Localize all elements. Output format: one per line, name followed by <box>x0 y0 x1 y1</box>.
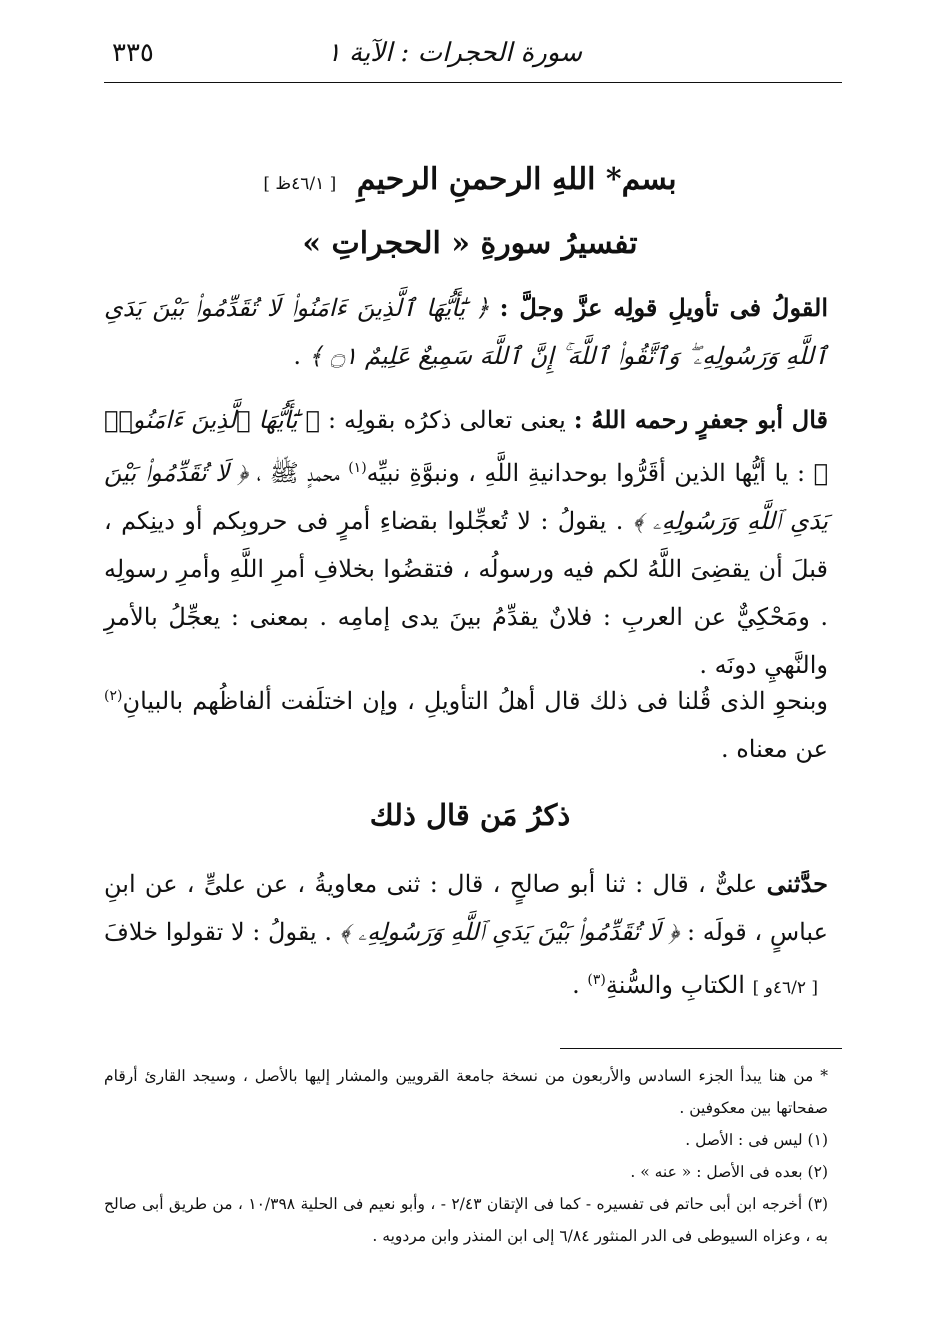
surah-title: تفسيرُ سورةِ « الحجراتِ » <box>302 226 638 261</box>
footnote-reference: (١) <box>348 460 367 476</box>
paragraph-lead: حدَّثنى <box>766 869 828 898</box>
paragraph-interpreters <box>104 672 828 773</box>
footnote-reference: (٣) <box>587 972 606 988</box>
paragraph-lead: قال أبو جعفرٍ رحمه اللهُ : <box>573 405 828 434</box>
paragraph-text: يعنى تعالى ذكرُه بقولِه : <box>319 406 574 434</box>
paragraph-lead: القولُ فى تأويلِ قولِه عزَّ وجلَّ : <box>499 293 828 322</box>
folio-marker: [ ٤٦/١ظ ] <box>263 174 337 194</box>
paragraph-text: عن معناه . <box>720 735 828 763</box>
basmala-line <box>0 162 940 197</box>
paragraph-text: وبنحوِ الذى قُلنا فى ذلك قال أهلُ التأويلِ ، وإن اختلَفت ألفاظُهم بالبيانِ <box>122 687 828 715</box>
paragraph-narration <box>104 860 828 1012</box>
footnote-item: (٢) بعده فى الأصل : « عنه » . <box>630 1163 828 1181</box>
paragraph-verse-heading <box>104 284 828 380</box>
footnote-item: (٣) أخرجه ابن أبى حاتم فى تفسيره - كما فى الإتقان ٢/٤٣ - ، وأبو نعيم فى الحلية ١٠/٣٩٨ ، من طريق أبى صالح به ، وعزاه السيوطى فى الدر المنثور ٦/٨٤ إلى ابن المنذر وابن مردويه . <box>104 1195 828 1245</box>
footnote-rule <box>560 1048 842 1049</box>
section-title: ذكرُ مَن قال ذلك <box>369 798 571 832</box>
header-rule <box>104 82 842 83</box>
page-number: ٣٣٥ <box>112 38 154 68</box>
paragraph-text: محمدٍ ﷺ ، <box>248 459 349 487</box>
quran-quote: ﴿ يَٰٓأَيُّهَا ٱلَّذِينَ ءَامَنُوا۟ ﴾ <box>104 406 829 487</box>
footnote-item: * من هنا يبدأ الجزء السادس والأربعون من نسخة جامعة القرويين والمشار إليها بالأصل ، وسيجد القارئ أرقام صفحاتها بين معكوفين . <box>104 1067 828 1117</box>
paragraph-text: . يقولُ : لا تُعجِّلوا بقضاءِ أمرٍ فى حروبِكم أو دينِكم ، قبلَ أن يقضِىَ اللَّهُ لكم فيه ورسولُه ، فتقضُوا بخلافِ أمرِ اللَّهِ وأمرِ رسولِه . ومَحْكِيٌّ عن العربِ : فلانٌ يقدِّمُ بينَ يدى إمامِه . بمعنى : يعجِّلُ بالأمرِ والنَّهيِ دونَه . <box>104 507 828 679</box>
running-header-title: سورة الحجرات : الآية ١ <box>326 38 582 68</box>
footnote-item: (١) ليس فى : الأصل . <box>685 1131 828 1149</box>
paragraph-text: : يا أيُّها الذين أقَرُّوا بوحدانيةِ اللَّهِ ، ونبوَّةِ نبيِّه <box>366 459 814 487</box>
paragraph-text: . يقولُ : لا تقولوا خلافَ <box>104 918 340 946</box>
paragraph-text: . <box>572 971 588 999</box>
basmala-text: بسم* اللهِ الرحمنِ الرحيمِ <box>356 162 677 197</box>
paragraph-text: الكتابِ والسُّنةِ <box>605 971 753 999</box>
paragraph-text: علىٌّ ، قال : ثنا أبو صالحٍ ، قال : ثنى معاويةُ ، عن علىٍّ ، عن ابنِ عباسٍ ، قولَه : <box>104 870 828 946</box>
quran-quote: ﴿ لَا تُقَدِّمُوا۟ بَيْنَ يَدَىِ ٱللَّهِ وَرَسُولِهِۦ ﴾ <box>339 918 680 946</box>
paragraph-text: . <box>293 342 309 370</box>
quran-quote: ﴿ يَٰٓأَيُّهَا ٱلَّذِينَ ءَامَنُوا۟ لَا تُقَدِّمُوا۟ بَيْنَ يَدَىِ ٱللَّهِ وَرَسُولِهِۦ ۖ وَٱتَّقُوا۟ ٱللَّهَ ۚ إِنَّ ٱللَّهَ سَمِيعٌ عَلِيمٌ ۝١ ﴾ <box>104 294 828 370</box>
footnote-reference: (٢) <box>104 688 123 704</box>
footnotes <box>104 1060 828 1252</box>
quran-quote: ﴿ لَا تُقَدِّمُوا۟ بَيْنَ يَدَىِ ٱللَّهِ وَرَسُولِهِۦ ﴾ <box>104 459 828 535</box>
folio-marker: [ ٤٦/٢و ] <box>752 978 818 998</box>
paragraph-commentary <box>104 396 828 689</box>
